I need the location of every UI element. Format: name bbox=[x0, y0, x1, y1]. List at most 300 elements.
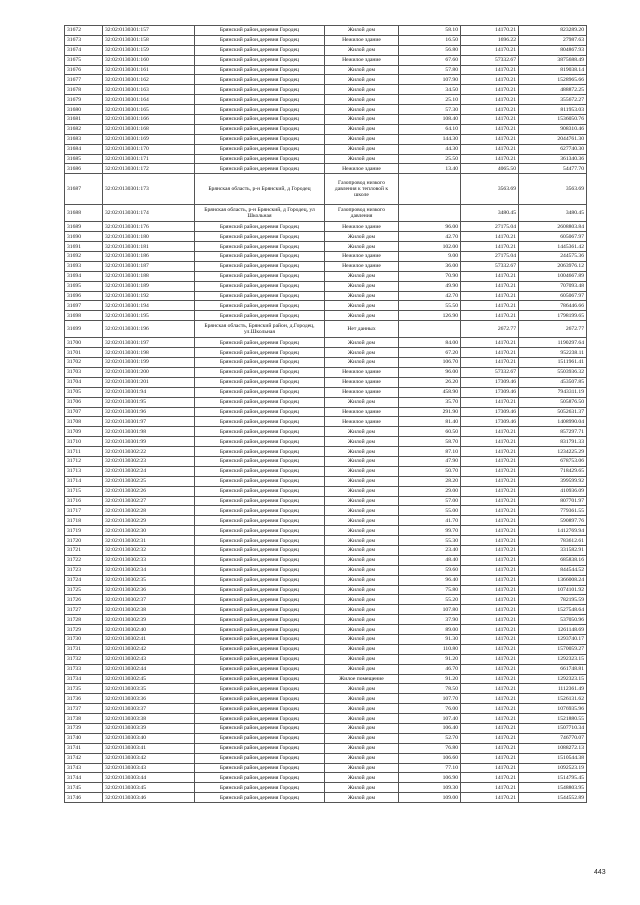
specific-value-cell: 14170.21 bbox=[461, 65, 519, 75]
cadastral-number-cell: 32:02:0130301:158 bbox=[103, 35, 195, 45]
specific-value-cell: 14170.21 bbox=[461, 694, 519, 704]
object-type-cell: Нежилое здание bbox=[325, 387, 399, 397]
object-type-cell: Жилой дом bbox=[325, 714, 399, 724]
table-row bbox=[65, 496, 587, 506]
object-type-cell: Нежилое здание bbox=[325, 377, 399, 387]
cadastral-value-cell: 1507710.34 bbox=[519, 724, 587, 734]
row-number-cell: 31726 bbox=[65, 595, 103, 605]
table-row bbox=[65, 232, 587, 242]
row-number-cell: 31709 bbox=[65, 427, 103, 437]
cadastral-value-cell: 54477.70 bbox=[519, 164, 587, 174]
specific-value-cell: 14170.21 bbox=[461, 105, 519, 115]
row-number-cell: 31686 bbox=[65, 164, 103, 174]
area-cell: 59.60 bbox=[399, 565, 461, 575]
object-type-cell: Жилой дом bbox=[325, 134, 399, 144]
table-row bbox=[65, 714, 587, 724]
area-cell: 96.00 bbox=[399, 367, 461, 377]
area-cell: 110.80 bbox=[399, 644, 461, 654]
area-cell: 44.30 bbox=[399, 144, 461, 154]
row-number-cell: 31673 bbox=[65, 35, 103, 45]
table-row bbox=[65, 644, 587, 654]
area-cell: 26.20 bbox=[399, 377, 461, 387]
row-number-cell: 31739 bbox=[65, 724, 103, 734]
object-type-cell: Жилой дом bbox=[325, 595, 399, 605]
cadastral-value-cell: 605067.97 bbox=[519, 232, 587, 242]
address-cell: Брянский район,деревня Городец bbox=[195, 625, 325, 635]
area-cell bbox=[399, 321, 461, 338]
object-type-cell: Жилой дом bbox=[325, 144, 399, 154]
cadastral-value-cell: 2608803.84 bbox=[519, 222, 587, 232]
object-type-cell: Жилой дом bbox=[325, 281, 399, 291]
row-number-cell: 31721 bbox=[65, 545, 103, 555]
area-cell: 55.30 bbox=[399, 536, 461, 546]
specific-value-cell: 14170.21 bbox=[461, 565, 519, 575]
cadastral-value-cell: 244575.36 bbox=[519, 252, 587, 262]
specific-value-cell: 14170.21 bbox=[461, 26, 519, 36]
table-row bbox=[65, 65, 587, 75]
area-cell: 46.70 bbox=[399, 664, 461, 674]
object-type-cell: Жилой дом bbox=[325, 232, 399, 242]
table-row bbox=[65, 321, 587, 338]
cadastral-number-cell: 32:02:0130301:198 bbox=[103, 348, 195, 358]
cadastral-value-cell: 5052631.37 bbox=[519, 407, 587, 417]
address-cell: Брянская область, р-н Брянский, д Городец, ул Школьная bbox=[195, 205, 325, 222]
table-row bbox=[65, 595, 587, 605]
address-cell: Брянский район,деревня Городец bbox=[195, 704, 325, 714]
cadastral-value-cell: 831791.33 bbox=[519, 437, 587, 447]
specific-value-cell: 57332.67 bbox=[461, 367, 519, 377]
cadastral-number-cell: 32:02:0130302:22 bbox=[103, 447, 195, 457]
specific-value-cell: 14170.21 bbox=[461, 763, 519, 773]
specific-value-cell: 14170.21 bbox=[461, 516, 519, 526]
area-cell: 37.90 bbox=[399, 615, 461, 625]
row-number-cell: 31742 bbox=[65, 753, 103, 763]
object-type-cell: Жилой дом bbox=[325, 545, 399, 555]
address-cell: Брянский район,деревня Городец bbox=[195, 763, 325, 773]
address-cell: Брянский район,деревня Городец bbox=[195, 45, 325, 55]
cadastral-value-cell: 2672.77 bbox=[519, 321, 587, 338]
cadastral-value-cell: 819038.14 bbox=[519, 65, 587, 75]
table-row bbox=[65, 694, 587, 704]
address-cell: Брянский район,деревня Городец bbox=[195, 724, 325, 734]
cadastral-value-cell: 2063976.12 bbox=[519, 261, 587, 271]
cadastral-number-cell: 32:02:0130302:39 bbox=[103, 615, 195, 625]
row-number-cell: 31704 bbox=[65, 377, 103, 387]
cadastral-number-cell: 32:02:0130301:174 bbox=[103, 205, 195, 222]
address-cell: Брянский район,деревня Городец bbox=[195, 437, 325, 447]
cadastral-number-cell: 32:02:0130303:40 bbox=[103, 733, 195, 743]
cadastral-number-cell: 32:02:0130302:28 bbox=[103, 506, 195, 516]
cadastral-number-cell: 32:02:0130301:164 bbox=[103, 95, 195, 105]
address-cell: Брянский район,деревня Городец bbox=[195, 447, 325, 457]
specific-value-cell: 14170.21 bbox=[461, 154, 519, 164]
cadastral-number-cell: 32:02:0130302:33 bbox=[103, 555, 195, 565]
area-cell bbox=[399, 174, 461, 205]
table-row bbox=[65, 674, 587, 684]
area-cell: 52.70 bbox=[399, 733, 461, 743]
object-type-cell: Жилой дом bbox=[325, 348, 399, 358]
row-number-cell: 31737 bbox=[65, 704, 103, 714]
address-cell: Брянский район,деревня Городец bbox=[195, 605, 325, 615]
address-cell: Брянский район,деревня Городец bbox=[195, 164, 325, 174]
cadastral-value-cell: 3875688.49 bbox=[519, 55, 587, 65]
area-cell: 106.90 bbox=[399, 773, 461, 783]
table-row bbox=[65, 311, 587, 321]
cadastral-number-cell: 32:02:0130302:35 bbox=[103, 575, 195, 585]
area-cell: 42.70 bbox=[399, 291, 461, 301]
cadastral-value-cell: 782195.59 bbox=[519, 595, 587, 605]
cadastral-number-cell: 32:02:0130303:38 bbox=[103, 714, 195, 724]
specific-value-cell: 1696.22 bbox=[461, 35, 519, 45]
address-cell: Брянский район,деревня Городец bbox=[195, 95, 325, 105]
cadastral-number-cell: 32:02:0130301:97 bbox=[103, 417, 195, 427]
cadastral-number-cell: 32:02:0130303:46 bbox=[103, 793, 195, 803]
object-type-cell: Нежилое здание bbox=[325, 55, 399, 65]
area-cell: 56.80 bbox=[399, 45, 461, 55]
table-row bbox=[65, 95, 587, 105]
object-type-cell: Жилой дом bbox=[325, 124, 399, 134]
cadastral-number-cell: 32:02:0130301:173 bbox=[103, 174, 195, 205]
row-number-cell: 31693 bbox=[65, 261, 103, 271]
address-cell: Брянский район,деревня Городец bbox=[195, 496, 325, 506]
cadastral-number-cell: 32:02:0130302:41 bbox=[103, 634, 195, 644]
cadastral-value-cell: 1088272.13 bbox=[519, 743, 587, 753]
row-number-cell: 31722 bbox=[65, 555, 103, 565]
object-type-cell: Жилой дом bbox=[325, 664, 399, 674]
address-cell: Брянский район,деревня Городец bbox=[195, 242, 325, 252]
area-cell: 48.40 bbox=[399, 555, 461, 565]
cadastral-value-cell: 537050.96 bbox=[519, 615, 587, 625]
specific-value-cell: 14170.21 bbox=[461, 95, 519, 105]
specific-value-cell: 14170.21 bbox=[461, 486, 519, 496]
area-cell: 55.50 bbox=[399, 301, 461, 311]
object-type-cell: Жилой дом bbox=[325, 338, 399, 348]
address-cell: Брянский район,деревня Городец bbox=[195, 397, 325, 407]
table-row bbox=[65, 476, 587, 486]
table-row bbox=[65, 164, 587, 174]
address-cell: Брянский район,деревня Городец bbox=[195, 377, 325, 387]
specific-value-cell: 14170.21 bbox=[461, 75, 519, 85]
cadastral-number-cell: 32:02:0130302:34 bbox=[103, 565, 195, 575]
area-cell: 106.60 bbox=[399, 753, 461, 763]
area-cell: 29.00 bbox=[399, 486, 461, 496]
address-cell: Брянский район,деревня Городец bbox=[195, 555, 325, 565]
area-cell: 91.20 bbox=[399, 674, 461, 684]
area-cell: 67.60 bbox=[399, 55, 461, 65]
cadastral-number-cell: 32:02:0130301:188 bbox=[103, 271, 195, 281]
specific-value-cell: 27175.04 bbox=[461, 222, 519, 232]
address-cell: Брянский район,деревня Городец bbox=[195, 311, 325, 321]
object-type-cell: Жилой дом bbox=[325, 95, 399, 105]
area-cell: 107.80 bbox=[399, 605, 461, 615]
table-row bbox=[65, 242, 587, 252]
cadastral-value-cell: 1798199.65 bbox=[519, 311, 587, 321]
area-cell: 55.00 bbox=[399, 506, 461, 516]
cadastral-number-cell: 32:02:0130303:45 bbox=[103, 783, 195, 793]
specific-value-cell: 14170.21 bbox=[461, 555, 519, 565]
specific-value-cell: 14170.21 bbox=[461, 743, 519, 753]
object-type-cell: Жилой дом bbox=[325, 75, 399, 85]
cadastral-number-cell: 32:02:0130301:99 bbox=[103, 437, 195, 447]
area-cell: 126.90 bbox=[399, 311, 461, 321]
table-row bbox=[65, 26, 587, 36]
cadastral-value-cell: 7943311.19 bbox=[519, 387, 587, 397]
cadastral-value-cell: 1292323.15 bbox=[519, 674, 587, 684]
object-type-cell: Жилой дом bbox=[325, 704, 399, 714]
address-cell: Брянский район,деревня Городец bbox=[195, 407, 325, 417]
specific-value-cell: 14170.21 bbox=[461, 605, 519, 615]
specific-value-cell: 14170.21 bbox=[461, 271, 519, 281]
table-row bbox=[65, 367, 587, 377]
object-type-cell: Жилой дом bbox=[325, 496, 399, 506]
object-type-cell: Жилой дом bbox=[325, 516, 399, 526]
area-cell: 458.90 bbox=[399, 387, 461, 397]
area-cell: 108.40 bbox=[399, 115, 461, 125]
area-cell: 81.40 bbox=[399, 417, 461, 427]
specific-value-cell: 14170.21 bbox=[461, 45, 519, 55]
row-number-cell: 31732 bbox=[65, 654, 103, 664]
object-type-cell: Жилой дом bbox=[325, 154, 399, 164]
cadastral-value-cell: 27987.63 bbox=[519, 35, 587, 45]
object-type-cell: Жилой дом bbox=[325, 242, 399, 252]
cadastral-value-cell: 1445361.42 bbox=[519, 242, 587, 252]
table-row bbox=[65, 634, 587, 644]
cadastral-value-cell: 908310.46 bbox=[519, 124, 587, 134]
cadastral-value-cell: 488872.25 bbox=[519, 85, 587, 95]
specific-value-cell: 14170.21 bbox=[461, 714, 519, 724]
address-cell: Брянский район,деревня Городец bbox=[195, 634, 325, 644]
area-cell: 89.00 bbox=[399, 625, 461, 635]
specific-value-cell: 14170.21 bbox=[461, 397, 519, 407]
area-cell: 109.30 bbox=[399, 783, 461, 793]
address-cell: Брянский район,деревня Городец bbox=[195, 291, 325, 301]
cadastral-number-cell: 32:02:0130301:192 bbox=[103, 291, 195, 301]
address-cell: Брянский район,деревня Городец bbox=[195, 154, 325, 164]
cadastral-value-cell: 505876.50 bbox=[519, 397, 587, 407]
row-number-cell: 31720 bbox=[65, 536, 103, 546]
address-cell: Брянский район,деревня Городец bbox=[195, 654, 325, 664]
cadastral-value-cell: 1511961.41 bbox=[519, 358, 587, 368]
specific-value-cell: 14170.21 bbox=[461, 437, 519, 447]
cadastral-value-table bbox=[64, 25, 587, 803]
specific-value-cell: 14170.21 bbox=[461, 724, 519, 734]
cadastral-number-cell: 32:02:0130302:26 bbox=[103, 486, 195, 496]
object-type-cell: Нежилое здание bbox=[325, 35, 399, 45]
cadastral-number-cell: 32:02:0130301:201 bbox=[103, 377, 195, 387]
table-row bbox=[65, 144, 587, 154]
row-number-cell: 31718 bbox=[65, 516, 103, 526]
row-number-cell: 31675 bbox=[65, 55, 103, 65]
row-number-cell: 31734 bbox=[65, 674, 103, 684]
object-type-cell: Нет данных bbox=[325, 321, 399, 338]
specific-value-cell: 14170.21 bbox=[461, 536, 519, 546]
area-cell: 77.10 bbox=[399, 763, 461, 773]
row-number-cell: 31719 bbox=[65, 526, 103, 536]
table-row bbox=[65, 124, 587, 134]
address-cell: Брянский район,деревня Городец bbox=[195, 585, 325, 595]
table-row bbox=[65, 456, 587, 466]
area-cell: 91.20 bbox=[399, 654, 461, 664]
address-cell: Брянская область, Брянский район, д.Городец, ул.Школьная bbox=[195, 321, 325, 338]
table-row bbox=[65, 45, 587, 55]
area-cell: 76.80 bbox=[399, 743, 461, 753]
cadastral-number-cell: 32:02:0130301:172 bbox=[103, 164, 195, 174]
table-row bbox=[65, 281, 587, 291]
specific-value-cell: 14170.21 bbox=[461, 704, 519, 714]
area-cell: 106.70 bbox=[399, 358, 461, 368]
area-cell: 47.90 bbox=[399, 456, 461, 466]
cadastral-number-cell: 32:02:0130302:36 bbox=[103, 585, 195, 595]
row-number-cell: 31700 bbox=[65, 338, 103, 348]
object-type-cell: Жилой дом bbox=[325, 427, 399, 437]
cadastral-number-cell: 32:02:0130301:200 bbox=[103, 367, 195, 377]
address-cell: Брянский район,деревня Городец bbox=[195, 26, 325, 36]
area-cell: 60.50 bbox=[399, 427, 461, 437]
table-row bbox=[65, 724, 587, 734]
address-cell: Брянский район,деревня Городец bbox=[195, 124, 325, 134]
area-cell: 23.40 bbox=[399, 545, 461, 555]
cadastral-number-cell: 32:02:0130301:171 bbox=[103, 154, 195, 164]
object-type-cell: Жилой дом bbox=[325, 625, 399, 635]
address-cell: Брянский район,деревня Городец bbox=[195, 516, 325, 526]
specific-value-cell: 14170.21 bbox=[461, 654, 519, 664]
object-type-cell: Жилой дом bbox=[325, 644, 399, 654]
cadastral-value-cell: 779361.55 bbox=[519, 506, 587, 516]
specific-value-cell: 17309.46 bbox=[461, 377, 519, 387]
object-type-cell: Жилой дом bbox=[325, 733, 399, 743]
specific-value-cell: 14170.21 bbox=[461, 427, 519, 437]
specific-value-cell: 3563.69 bbox=[461, 174, 519, 205]
address-cell: Брянский район,деревня Городец bbox=[195, 144, 325, 154]
area-cell: 16.50 bbox=[399, 35, 461, 45]
specific-value-cell: 4065.50 bbox=[461, 164, 519, 174]
specific-value-cell: 17309.46 bbox=[461, 417, 519, 427]
cadastral-number-cell: 32:02:0130302:38 bbox=[103, 605, 195, 615]
address-cell: Брянский район,деревня Городец bbox=[195, 526, 325, 536]
object-type-cell: Жилой дом bbox=[325, 291, 399, 301]
object-type-cell: Жилой дом bbox=[325, 506, 399, 516]
table-row bbox=[65, 654, 587, 664]
table-row bbox=[65, 733, 587, 743]
area-cell: 84.00 bbox=[399, 338, 461, 348]
specific-value-cell: 3480.45 bbox=[461, 205, 519, 222]
cadastral-value-cell: 331582.91 bbox=[519, 545, 587, 555]
object-type-cell: Жилой дом bbox=[325, 105, 399, 115]
cadastral-value-cell: 1528965.66 bbox=[519, 75, 587, 85]
cadastral-number-cell: 32:02:0130303:41 bbox=[103, 743, 195, 753]
cadastral-number-cell: 32:02:0130301:157 bbox=[103, 26, 195, 36]
specific-value-cell: 2672.77 bbox=[461, 321, 519, 338]
row-number-cell: 31708 bbox=[65, 417, 103, 427]
area-cell: 28.20 bbox=[399, 476, 461, 486]
address-cell: Брянский район,деревня Городец bbox=[195, 486, 325, 496]
address-cell: Брянский район,деревня Городец bbox=[195, 55, 325, 65]
cadastral-value-cell: 718429.65 bbox=[519, 466, 587, 476]
cadastral-value-cell: 1092523.19 bbox=[519, 763, 587, 773]
object-type-cell: Жилой дом bbox=[325, 45, 399, 55]
specific-value-cell: 14170.21 bbox=[461, 575, 519, 585]
cadastral-number-cell: 32:02:0130301:96 bbox=[103, 407, 195, 417]
cadastral-number-cell: 32:02:0130301:180 bbox=[103, 232, 195, 242]
table-row bbox=[65, 301, 587, 311]
cadastral-value-cell: 1408990.04 bbox=[519, 417, 587, 427]
cadastral-value-cell: 786446.66 bbox=[519, 301, 587, 311]
row-number-cell: 31689 bbox=[65, 222, 103, 232]
row-number-cell: 31743 bbox=[65, 763, 103, 773]
cadastral-number-cell: 32:02:0130301:159 bbox=[103, 45, 195, 55]
specific-value-cell: 14170.21 bbox=[461, 595, 519, 605]
address-cell: Брянский район,деревня Городец bbox=[195, 252, 325, 262]
row-number-cell: 31712 bbox=[65, 456, 103, 466]
table-row bbox=[65, 358, 587, 368]
cadastral-number-cell: 32:02:0130302:45 bbox=[103, 674, 195, 684]
cadastral-value-cell: 627740.30 bbox=[519, 144, 587, 154]
cadastral-number-cell: 32:02:0130301:162 bbox=[103, 75, 195, 85]
object-type-cell: Жилой дом bbox=[325, 447, 399, 457]
object-type-cell: Жилой дом bbox=[325, 753, 399, 763]
object-type-cell: Нежилое здание bbox=[325, 407, 399, 417]
row-number-cell: 31680 bbox=[65, 105, 103, 115]
table-row bbox=[65, 387, 587, 397]
table-row bbox=[65, 55, 587, 65]
specific-value-cell: 14170.21 bbox=[461, 134, 519, 144]
table-row bbox=[65, 526, 587, 536]
area-cell: 58.10 bbox=[399, 26, 461, 36]
address-cell: Брянский район,деревня Городец bbox=[195, 281, 325, 291]
cadastral-value-cell: 1190297.64 bbox=[519, 338, 587, 348]
cadastral-value-cell: 2044761.30 bbox=[519, 134, 587, 144]
row-number-cell: 31684 bbox=[65, 144, 103, 154]
cadastral-number-cell: 32:02:0130302:32 bbox=[103, 545, 195, 555]
table-row bbox=[65, 105, 587, 115]
object-type-cell: Жилое помещение bbox=[325, 674, 399, 684]
cadastral-number-cell: 32:02:0130303:39 bbox=[103, 724, 195, 734]
area-cell: 96.00 bbox=[399, 222, 461, 232]
table-row bbox=[65, 134, 587, 144]
table-row bbox=[65, 743, 587, 753]
address-cell: Брянский район,деревня Городец bbox=[195, 232, 325, 242]
object-type-cell: Жилой дом bbox=[325, 793, 399, 803]
area-cell: 50.70 bbox=[399, 466, 461, 476]
specific-value-cell: 14170.21 bbox=[461, 115, 519, 125]
specific-value-cell: 14170.21 bbox=[461, 526, 519, 536]
address-cell: Брянский район,деревня Городец bbox=[195, 753, 325, 763]
specific-value-cell: 14170.21 bbox=[461, 615, 519, 625]
object-type-cell: Жилой дом bbox=[325, 585, 399, 595]
cadastral-number-cell: 32:02:0130301:98 bbox=[103, 427, 195, 437]
cadastral-value-cell: 1536050.76 bbox=[519, 115, 587, 125]
cadastral-value-cell: 1510544.38 bbox=[519, 753, 587, 763]
cadastral-value-cell: 1570059.27 bbox=[519, 644, 587, 654]
address-cell: Брянский район,деревня Городец bbox=[195, 733, 325, 743]
row-number-cell: 31714 bbox=[65, 476, 103, 486]
specific-value-cell: 14170.21 bbox=[461, 644, 519, 654]
cadastral-value-cell: 1514795.45 bbox=[519, 773, 587, 783]
cadastral-number-cell: 32:02:0130302:24 bbox=[103, 466, 195, 476]
address-cell: Брянский район,деревня Городец bbox=[195, 417, 325, 427]
address-cell: Брянский район,деревня Городец bbox=[195, 714, 325, 724]
cadastral-number-cell: 32:02:0130301:176 bbox=[103, 222, 195, 232]
table-row bbox=[65, 753, 587, 763]
area-cell: 291.90 bbox=[399, 407, 461, 417]
object-type-cell: Жилой дом bbox=[325, 466, 399, 476]
specific-value-cell: 14170.21 bbox=[461, 447, 519, 457]
area-cell: 67.20 bbox=[399, 348, 461, 358]
row-number-cell: 31674 bbox=[65, 45, 103, 55]
row-number-cell: 31691 bbox=[65, 242, 103, 252]
area-cell: 25.50 bbox=[399, 154, 461, 164]
cadastral-number-cell: 32:02:0130301:194 bbox=[103, 301, 195, 311]
